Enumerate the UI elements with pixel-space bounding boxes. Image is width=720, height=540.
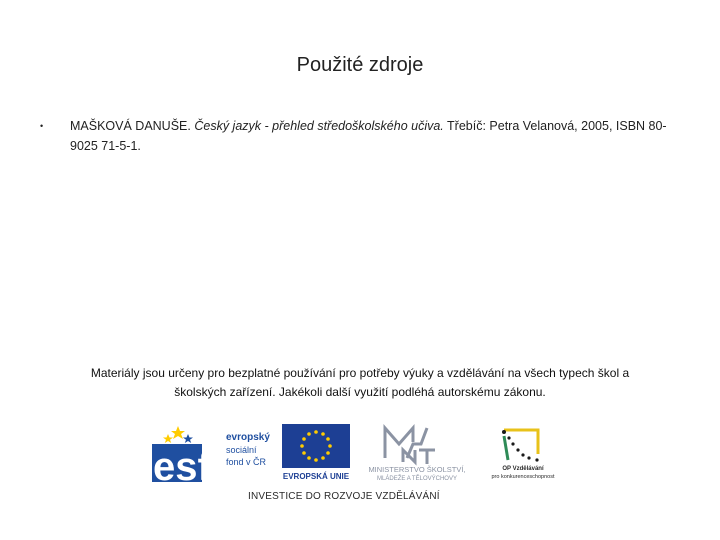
- logo-strip: [150, 420, 570, 510]
- investice-caption: INVESTICE DO ROZVOJE VZDĚLÁVÁNÍ: [248, 491, 440, 502]
- op-text-line-2: pro konkurenceschopnost: [491, 474, 555, 480]
- esf-text-line-2: sociální: [226, 445, 257, 455]
- op-logo: [482, 424, 564, 482]
- esf-stars-icon: [163, 426, 193, 443]
- reference-text: [70, 116, 680, 156]
- eu-caption: EVROPSKÁ UNIE: [282, 472, 350, 481]
- esf-text-line-3: fond v ČR: [226, 457, 267, 467]
- msmt-text-line-2: MLÁDEŽE A TĚLOVÝCHOVY: [377, 476, 457, 482]
- esf-text-line-1: evropský: [226, 432, 270, 443]
- op-text-line-1: OP Vzdělávání: [502, 466, 544, 472]
- copyright-notice: [70, 364, 650, 402]
- notice-line-2: školských zařízení. Jakékoli další využití podléhá autorskému zákonu.: [174, 385, 546, 399]
- notice-line-1: Materiály jsou určeny pro bezplatné používání pro potřeby výuky a vzdělávání na všech typech škol a: [90, 366, 630, 380]
- op-emblem-icon: [502, 430, 539, 462]
- reference-book-title: Český jazyk - přehled středoškolského učiva.: [194, 119, 444, 133]
- reference-item: [40, 116, 680, 156]
- eu-logo: [280, 422, 352, 482]
- esf-word: esf: [153, 445, 211, 484]
- bullet: •: [40, 121, 44, 131]
- reference-author: MAŠKOVÁ DANUŠE.: [70, 119, 191, 133]
- msmt-text-line-1: MINISTERSTVO ŠKOLSTVÍ,: [368, 465, 466, 474]
- slide-title: Použité zdroje: [296, 54, 424, 76]
- reference-publication: Třebíč: Petra Velanová, 2005, ISBN 80-9025 71-5-1.: [70, 119, 667, 153]
- msmt-logo: [355, 422, 480, 482]
- esf-logo: [150, 420, 276, 484]
- msmt-emblem-icon: [385, 428, 435, 464]
